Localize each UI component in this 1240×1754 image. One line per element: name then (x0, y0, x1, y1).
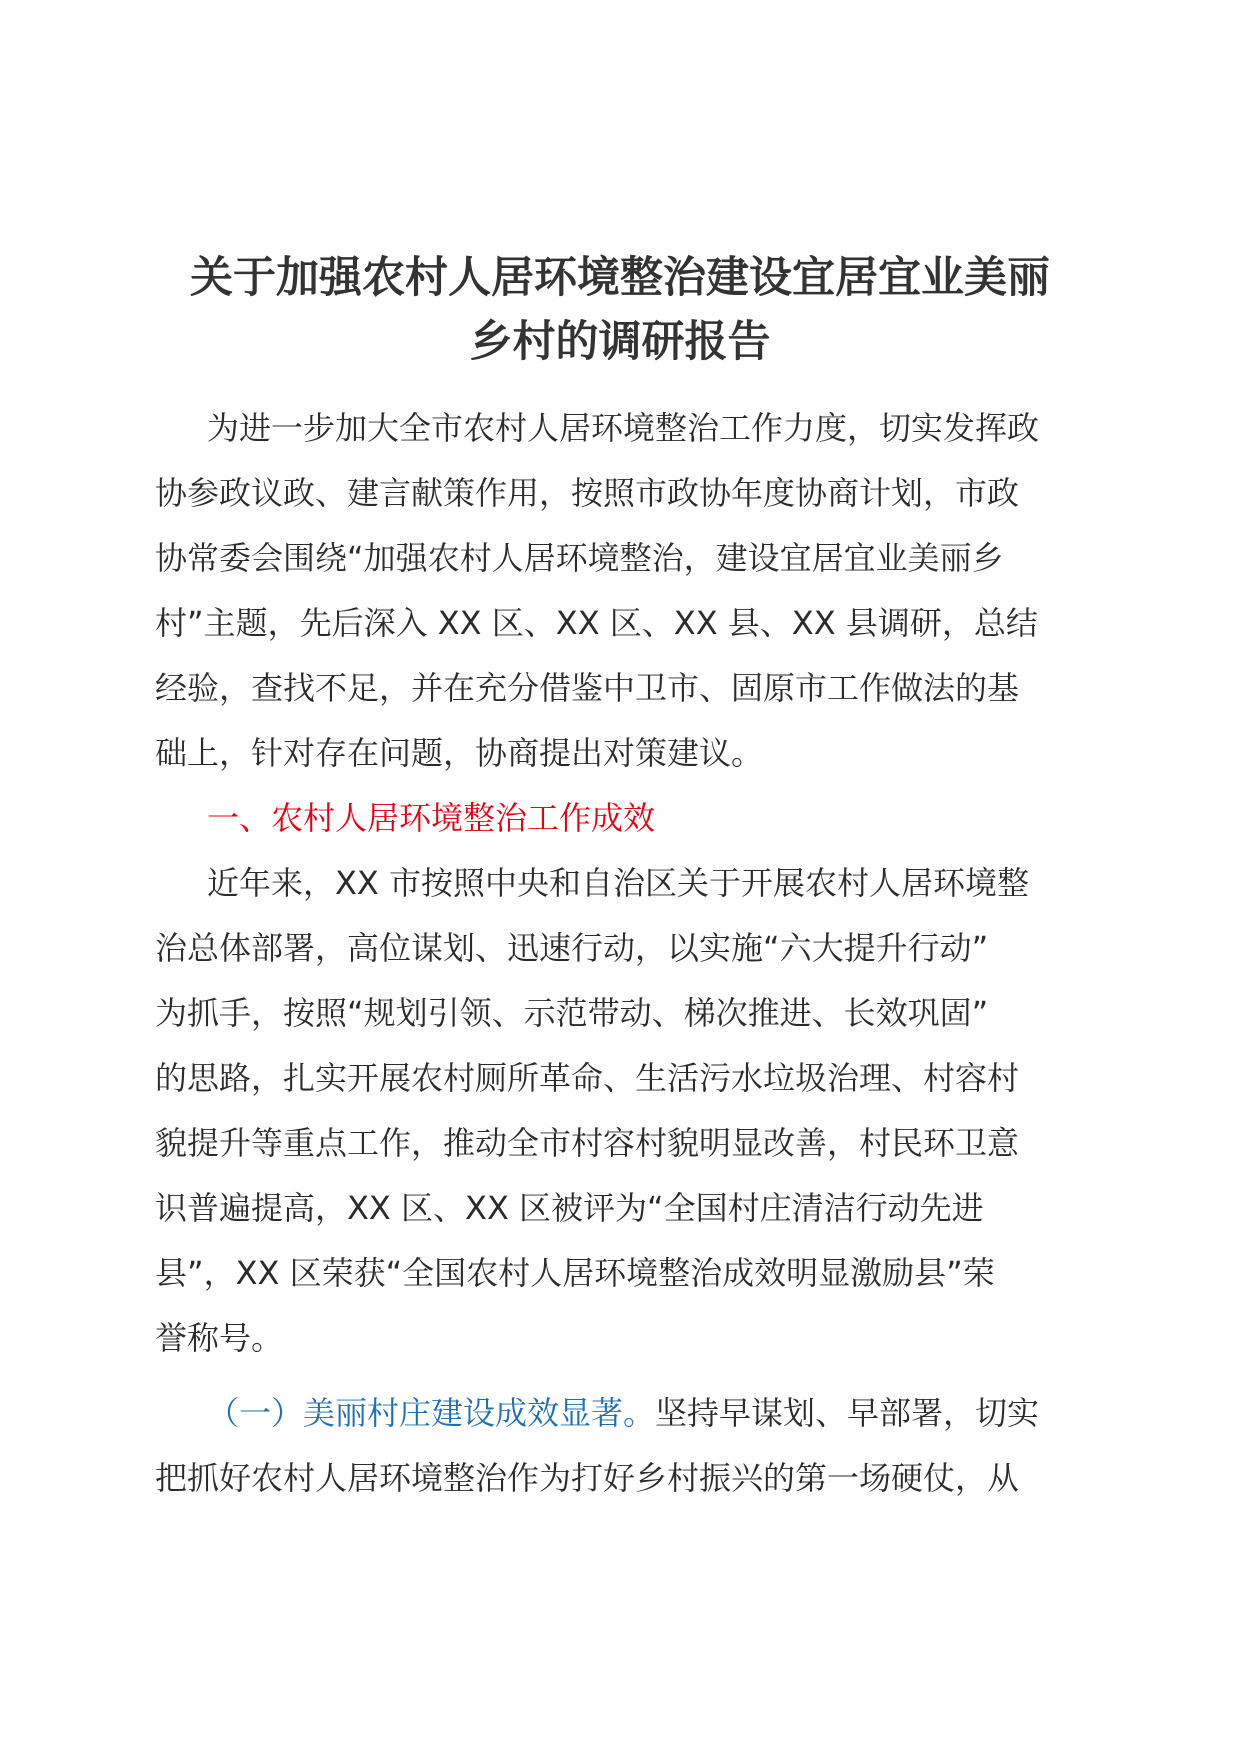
subsection-text: 坚持早谋划、早部署，切实 (655, 1394, 1040, 1432)
achievements-paragraph (155, 851, 1085, 1371)
paragraph-line: 识普遍提高，XX 区、XX 区被评为“全国村庄清洁行动先进 (155, 1189, 984, 1227)
paragraph-line: 把抓好农村人居环境整治作为打好乡村振兴的第一场硬仗，从 (155, 1459, 1020, 1497)
paragraph-line: 治总体部署，高位谋划、迅速行动，以实施“六大提升行动” (155, 929, 989, 967)
paragraph-line: 础上，针对存在问题，协商提出对策建议。 (155, 734, 764, 772)
paragraph-line: 为抓手，按照“规划引领、示范带动、梯次推进、长效巩固” (155, 994, 989, 1032)
paragraph-line: 近年来，XX 市按照中央和自治区关于开展农村人居环境整 (207, 864, 1030, 902)
document-title (150, 246, 1090, 374)
intro-paragraph (155, 396, 1085, 786)
paragraph-line: 村”主题，先后深入 XX 区、XX 区、XX 县、XX 县调研，总结 (155, 604, 1038, 642)
section-heading: 一、农村人居环境整治工作成效 (207, 799, 656, 837)
paragraph-gap (155, 1371, 1085, 1381)
paragraph-line: 协参政议政、建言献策作用，按照市政协年度协商计划，市政 (155, 474, 1020, 512)
paragraph-line: 誉称号。 (155, 1319, 284, 1357)
paragraph-line: 经验，查找不足，并在充分借鉴中卫市、固原市工作做法的基 (155, 669, 1020, 707)
document-body (155, 396, 1085, 1511)
paragraph-line: 的思路，扎实开展农村厕所革命、生活污水垃圾治理、村容村 (155, 1059, 1020, 1097)
subsection-paragraph (155, 1381, 1085, 1511)
paragraph-line: 协常委会围绕“加强农村人居环境整治，建设宜居宜业美丽乡 (155, 539, 1004, 577)
title-line-1: 关于加强农村人居环境整治建设宜居宜业美丽 (190, 253, 1050, 303)
title-line-2: 乡村的调研报告 (469, 317, 771, 367)
paragraph-line: 为进一步加大全市农村人居环境整治工作力度，切实发挥政 (207, 409, 1040, 447)
paragraph-line: 貌提升等重点工作，推动全市村容村貌明显改善，村民环卫意 (155, 1124, 1020, 1162)
subsection-heading: （一）美丽村庄建设成效显著。 (207, 1394, 656, 1432)
paragraph-line (155, 1381, 1085, 1446)
paragraph-line: 县”，XX 区荣获“全国农村人居环境整治成效明显激励县”荣 (155, 1254, 995, 1292)
